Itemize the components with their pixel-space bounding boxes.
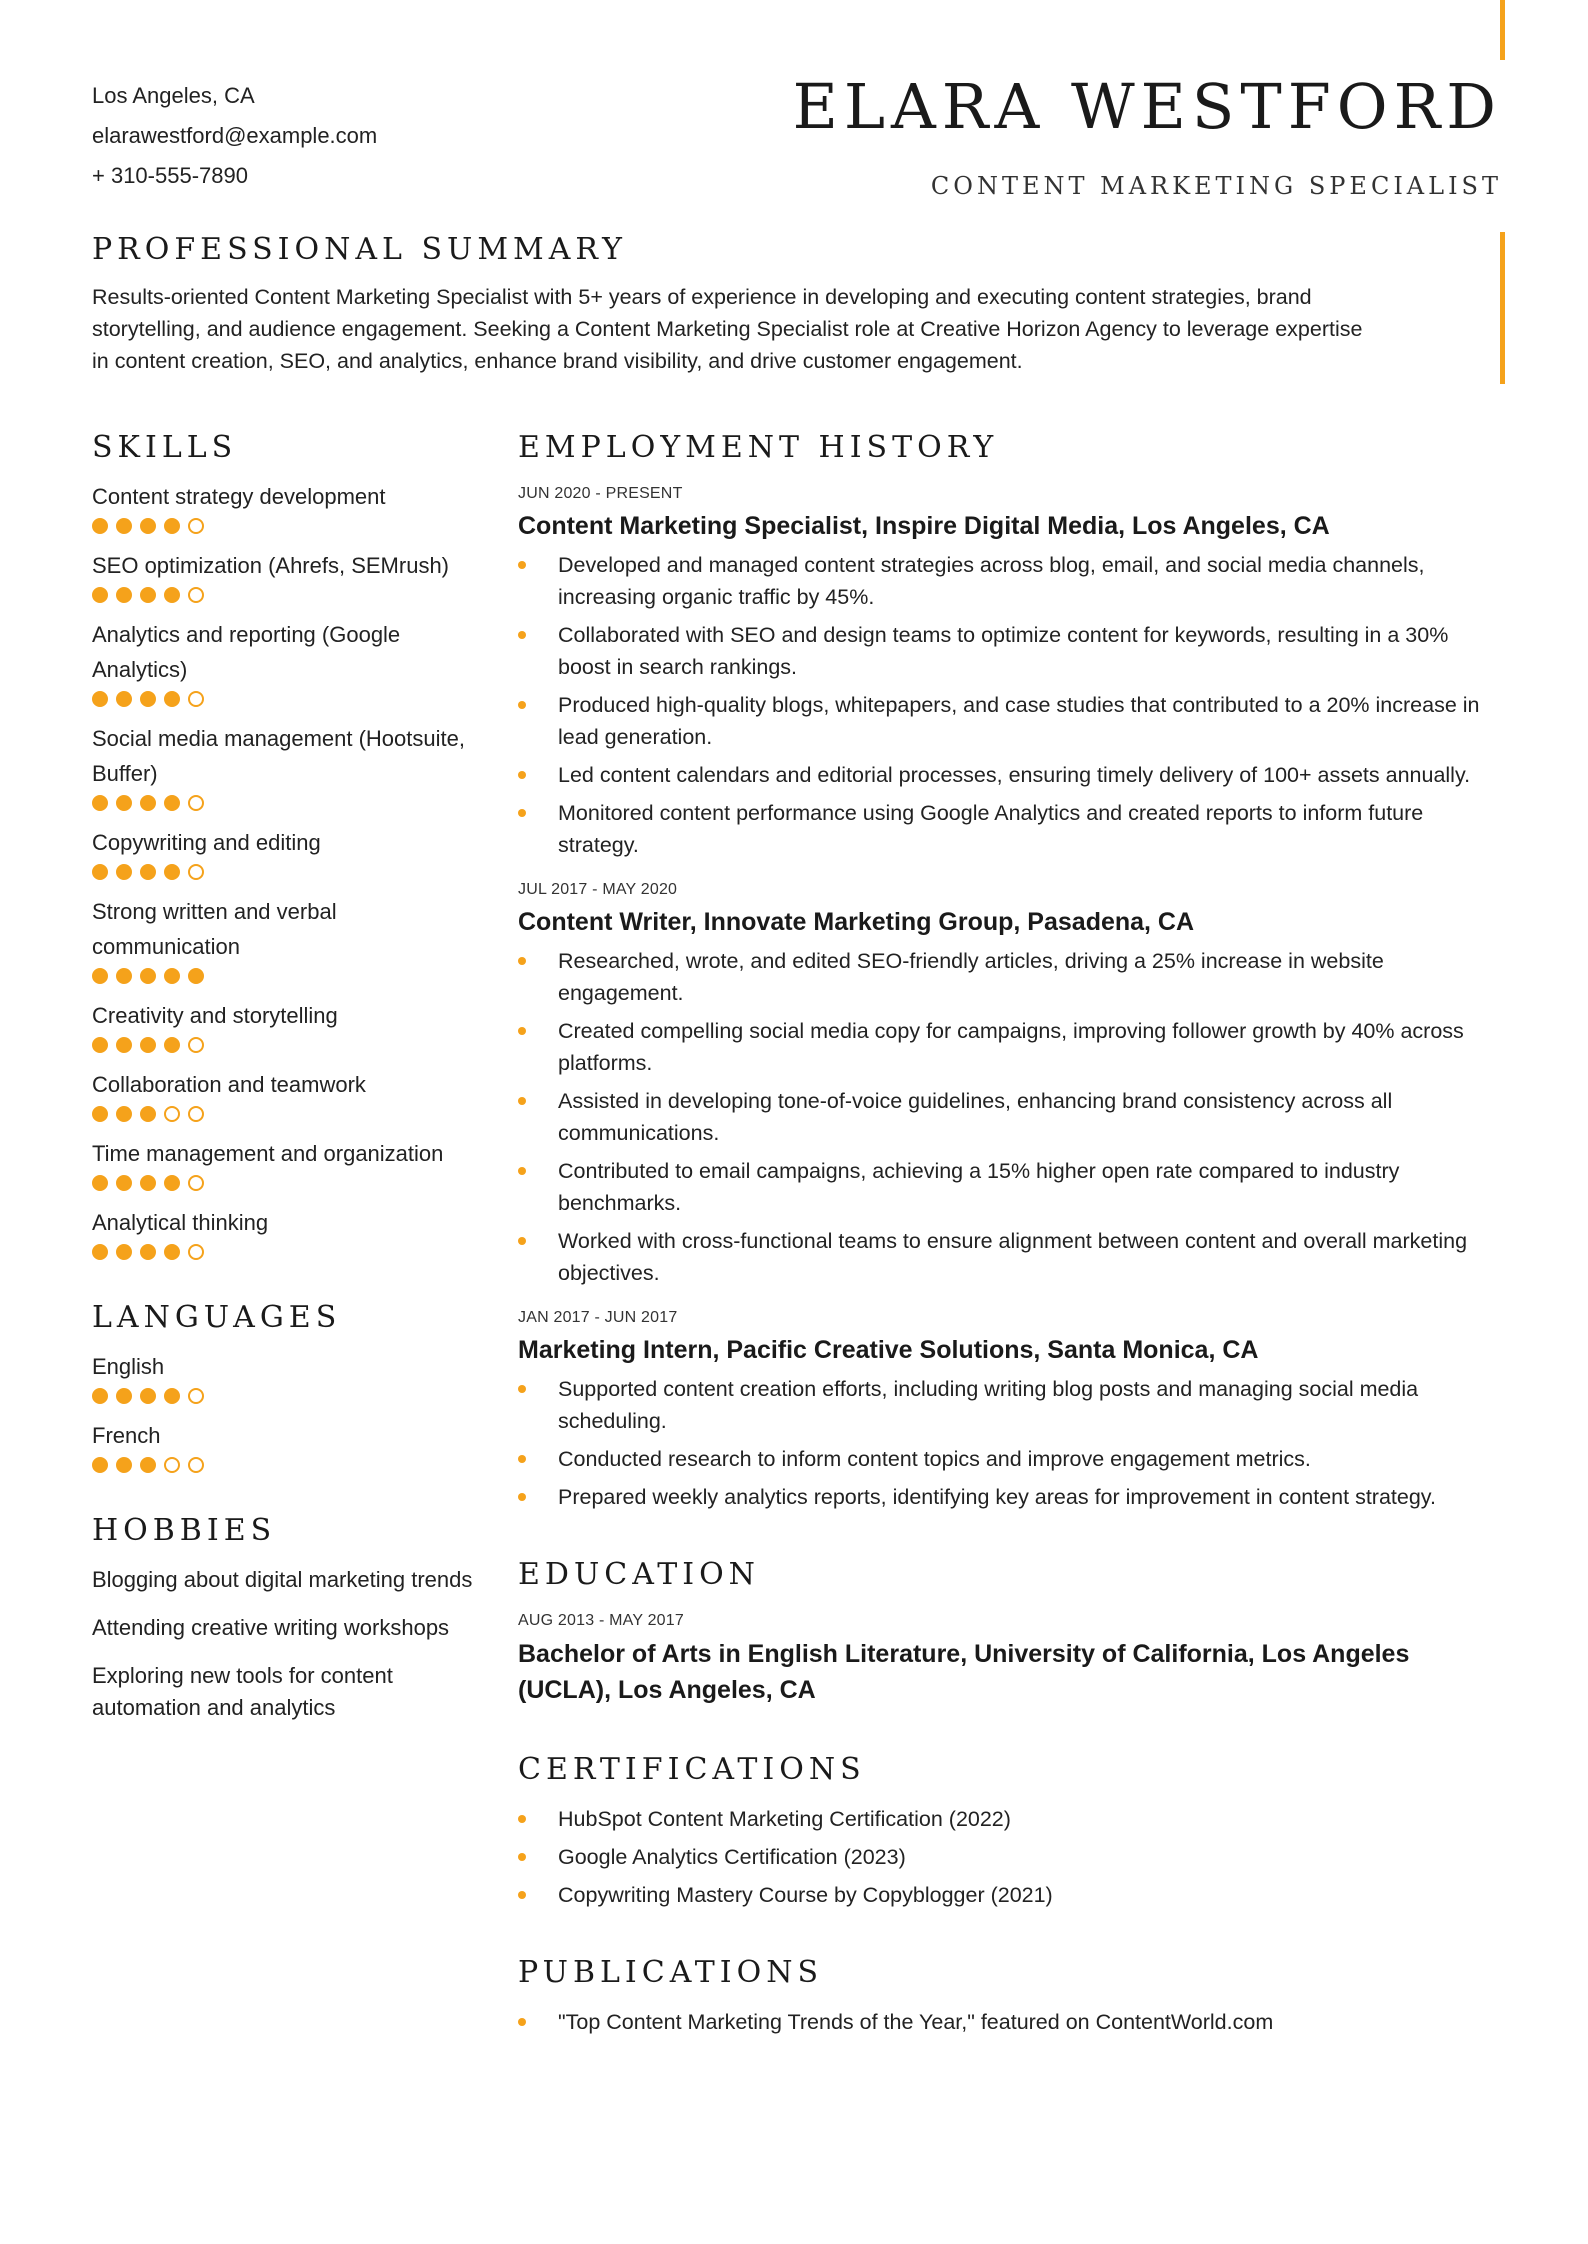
hobby-item: Exploring new tools for content automation and analytics (92, 1663, 393, 1720)
filled-dot-icon (92, 795, 108, 811)
education-date: AUG 2013 - MAY 2017 (518, 1612, 684, 1629)
employment-heading: EMPLOYMENT HISTORY (518, 430, 999, 465)
education-section (518, 1557, 1493, 1708)
filled-dot-icon (164, 795, 180, 811)
job-title: Marketing Intern, Pacific Creative Solutions, Santa Monica, CA (518, 1336, 1259, 1364)
skill-label: Content strategy development (92, 484, 386, 509)
candidate-role: CONTENT MARKETING SPECIALIST (930, 172, 1502, 200)
filled-dot-icon (164, 968, 180, 984)
filled-dot-icon (116, 1388, 132, 1404)
skill-item (92, 894, 482, 984)
filled-dot-icon (92, 864, 108, 880)
filled-dot-icon (140, 864, 156, 880)
filled-dot-icon (116, 518, 132, 534)
empty-dot-icon (188, 1175, 204, 1191)
job-date: JUL 2017 - MAY 2020 (518, 881, 678, 898)
candidate-name: ELARA WESTFORD (792, 70, 1502, 143)
rating-dots (92, 691, 482, 707)
certification-item: Copywriting Mastery Course by Copyblogger (2021) (518, 1879, 1493, 1911)
filled-dot-icon (140, 1175, 156, 1191)
job-bullet: Supported content creation efforts, including writing blog posts and managing social media scheduling. (518, 1373, 1493, 1437)
languages-heading: LANGUAGES (92, 1300, 342, 1335)
filled-dot-icon (164, 864, 180, 880)
empty-dot-icon (164, 1106, 180, 1122)
skill-label: Creativity and storytelling (92, 1003, 338, 1028)
rating-dots (92, 1244, 482, 1260)
job-bullets (518, 1373, 1493, 1513)
filled-dot-icon (164, 1244, 180, 1260)
skill-label: Strong written and verbal communication (92, 899, 337, 959)
filled-dot-icon (140, 587, 156, 603)
accent-bar-top (1500, 0, 1505, 60)
contact-phone: + 310-555-7890 (92, 163, 248, 188)
skill-label: Copywriting and editing (92, 830, 321, 855)
filled-dot-icon (164, 587, 180, 603)
job-bullet: Conducted research to inform content topics and improve engagement metrics. (518, 1443, 1493, 1475)
job-bullet: Contributed to email campaigns, achieving a 15% higher open rate compared to industry benchmarks. (518, 1155, 1493, 1219)
employment-section (518, 430, 1493, 1513)
job-date: JUN 2020 - PRESENT (518, 485, 683, 502)
job-bullet: Assisted in developing tone-of-voice guidelines, enhancing brand consistency across all communications. (518, 1085, 1493, 1149)
certifications-list (518, 1803, 1493, 1911)
filled-dot-icon (116, 864, 132, 880)
filled-dot-icon (92, 518, 108, 534)
job-bullet: Led content calendars and editorial processes, ensuring timely delivery of 100+ assets annually. (518, 759, 1493, 791)
filled-dot-icon (92, 587, 108, 603)
filled-dot-icon (140, 968, 156, 984)
filled-dot-icon (92, 1037, 108, 1053)
language-item (92, 1418, 482, 1473)
languages-section (92, 1300, 482, 1473)
filled-dot-icon (140, 1244, 156, 1260)
skill-label: SEO optimization (Ahrefs, SEMrush) (92, 553, 450, 578)
jobs-list (518, 483, 1493, 1513)
rating-dots (92, 1175, 482, 1191)
empty-dot-icon (188, 1244, 204, 1260)
summary-heading: PROFESSIONAL SUMMARY (92, 232, 627, 267)
job-bullets (518, 549, 1493, 861)
empty-dot-icon (188, 1106, 204, 1122)
skill-item (92, 1205, 482, 1260)
skill-label: Collaboration and teamwork (92, 1072, 366, 1097)
filled-dot-icon (188, 968, 204, 984)
empty-dot-icon (188, 1457, 204, 1473)
filled-dot-icon (164, 518, 180, 534)
contact-info (92, 76, 377, 196)
job-title: Content Writer, Innovate Marketing Group, Pasadena, CA (518, 908, 1195, 936)
job-bullet: Prepared weekly analytics reports, identifying key areas for improvement in content strategy. (518, 1481, 1493, 1513)
filled-dot-icon (140, 1457, 156, 1473)
job-entry (518, 1307, 1493, 1513)
filled-dot-icon (116, 1457, 132, 1473)
empty-dot-icon (188, 864, 204, 880)
empty-dot-icon (164, 1457, 180, 1473)
empty-dot-icon (188, 795, 204, 811)
empty-dot-icon (188, 518, 204, 534)
publications-heading: PUBLICATIONS (518, 1955, 823, 1990)
rating-dots (92, 1457, 482, 1473)
hobbies-heading: HOBBIES (92, 1513, 277, 1548)
skill-label: Time management and organization (92, 1141, 444, 1166)
filled-dot-icon (164, 1175, 180, 1191)
filled-dot-icon (116, 691, 132, 707)
empty-dot-icon (188, 1037, 204, 1053)
right-column (518, 430, 1493, 2044)
skill-label: Social media management (Hootsuite, Buffer) (92, 726, 465, 786)
publications-section (518, 1955, 1493, 2038)
filled-dot-icon (116, 795, 132, 811)
publication-item: "Top Content Marketing Trends of the Year," featured on ContentWorld.com (518, 2006, 1493, 2038)
skills-section (92, 430, 482, 1260)
skill-item (92, 1067, 482, 1122)
skills-heading: SKILLS (92, 430, 238, 465)
filled-dot-icon (92, 1457, 108, 1473)
rating-dots (92, 518, 482, 534)
rating-dots (92, 968, 482, 984)
contact-email: elarawestford@example.com (92, 123, 378, 148)
skills-list (92, 479, 482, 1260)
certification-item: HubSpot Content Marketing Certification (2022) (518, 1803, 1493, 1835)
skill-item (92, 617, 482, 707)
job-title: Content Marketing Specialist, Inspire Digital Media, Los Angeles, CA (518, 512, 1330, 540)
certification-item: Google Analytics Certification (2023) (518, 1841, 1493, 1873)
filled-dot-icon (164, 691, 180, 707)
job-bullet: Worked with cross-functional teams to ensure alignment between content and overall marketing objectives. (518, 1225, 1493, 1289)
filled-dot-icon (92, 968, 108, 984)
job-bullet: Produced high-quality blogs, whitepapers, and case studies that contributed to a 20% increase in lead generation. (518, 689, 1493, 753)
filled-dot-icon (140, 691, 156, 707)
summary-text: Results-oriented Content Marketing Specialist with 5+ years of experience in developing and executing content strategies, brand storytelling, and audience engagement. Seeking a Content Marketing Specialist role at Creative Horizon Agency to leverage expertise in content creation, SEO, and analytics, enhance brand visibility, and drive customer engagement. (92, 285, 1363, 373)
job-bullet: Collaborated with SEO and design teams to optimize content for keywords, resulting in a 30% boost in search rankings. (518, 619, 1493, 683)
certifications-heading: CERTIFICATIONS (518, 1752, 866, 1787)
education-heading: EDUCATION (518, 1557, 760, 1592)
filled-dot-icon (140, 795, 156, 811)
filled-dot-icon (140, 1106, 156, 1122)
rating-dots (92, 864, 482, 880)
language-label: English (92, 1354, 165, 1379)
skill-item (92, 998, 482, 1053)
skill-item (92, 825, 482, 880)
rating-dots (92, 587, 482, 603)
filled-dot-icon (116, 1175, 132, 1191)
hobbies-list (92, 1564, 482, 1724)
filled-dot-icon (92, 1175, 108, 1191)
languages-list (92, 1349, 482, 1473)
rating-dots (92, 1037, 482, 1053)
skill-label: Analytical thinking (92, 1210, 269, 1235)
skill-item (92, 1136, 482, 1191)
skill-item (92, 721, 482, 811)
job-bullet: Researched, wrote, and edited SEO-friendly articles, driving a 25% increase in website engagement. (518, 945, 1493, 1009)
language-item (92, 1349, 482, 1404)
empty-dot-icon (188, 587, 204, 603)
filled-dot-icon (92, 691, 108, 707)
publications-list (518, 2006, 1493, 2038)
education-degree: Bachelor of Arts in English Literature, University of California, Los Angeles (UCLA), Los Angeles, CA (518, 1640, 1410, 1704)
filled-dot-icon (140, 518, 156, 534)
filled-dot-icon (140, 1037, 156, 1053)
hobby-item: Attending creative writing workshops (92, 1615, 450, 1640)
job-bullet: Created compelling social media copy for campaigns, improving follower growth by 40% across platforms. (518, 1015, 1493, 1079)
filled-dot-icon (116, 968, 132, 984)
skill-item (92, 479, 482, 534)
filled-dot-icon (116, 1037, 132, 1053)
job-entry (518, 483, 1493, 861)
job-entry (518, 879, 1493, 1289)
filled-dot-icon (140, 1388, 156, 1404)
filled-dot-icon (116, 587, 132, 603)
empty-dot-icon (188, 1388, 204, 1404)
rating-dots (92, 1106, 482, 1122)
rating-dots (92, 795, 482, 811)
left-column (92, 430, 482, 1724)
filled-dot-icon (164, 1388, 180, 1404)
filled-dot-icon (92, 1106, 108, 1122)
job-bullet: Developed and managed content strategies across blog, email, and social media channels, increasing organic traffic by 45%. (518, 549, 1493, 613)
hobbies-section (92, 1513, 482, 1724)
certifications-section (518, 1752, 1493, 1911)
filled-dot-icon (116, 1106, 132, 1122)
summary-section (92, 232, 1382, 377)
skill-label: Analytics and reporting (Google Analytics) (92, 622, 401, 682)
contact-location: Los Angeles, CA (92, 83, 255, 108)
filled-dot-icon (164, 1037, 180, 1053)
language-label: French (92, 1423, 161, 1448)
empty-dot-icon (188, 691, 204, 707)
job-date: JAN 2017 - JUN 2017 (518, 1309, 678, 1326)
accent-bar-side (1500, 232, 1505, 384)
skill-item (92, 548, 482, 603)
filled-dot-icon (92, 1244, 108, 1260)
filled-dot-icon (116, 1244, 132, 1260)
filled-dot-icon (92, 1388, 108, 1404)
job-bullet: Monitored content performance using Google Analytics and created reports to inform future strategy. (518, 797, 1493, 861)
hobby-item: Blogging about digital marketing trends (92, 1567, 473, 1592)
job-bullets (518, 945, 1493, 1289)
rating-dots (92, 1388, 482, 1404)
